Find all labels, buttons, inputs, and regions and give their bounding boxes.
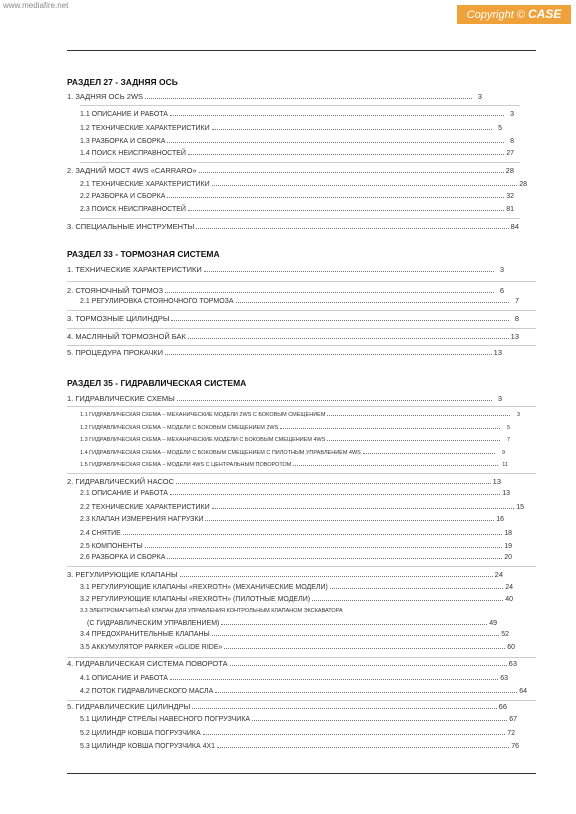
leader-dots: [327, 409, 510, 416]
toc-entry[interactable]: [80, 502, 524, 512]
toc-entry[interactable]: [80, 607, 343, 616]
leader-dots: [188, 204, 504, 211]
leader-dots: [221, 618, 487, 625]
toc-entry[interactable]: [80, 488, 510, 498]
entry-divider: [80, 218, 520, 219]
leader-dots: [230, 659, 507, 666]
toc-entry-label: 2. ГИДРАВЛИЧЕСКИЙ НАСОС: [67, 477, 175, 486]
leader-dots: [293, 459, 498, 466]
entry-divider: [67, 281, 536, 282]
toc-entry-label: 4. МАСЛЯНЫЙ ТОРМОЗНОЙ БАК: [67, 332, 186, 341]
leader-dots: [180, 570, 493, 577]
toc-entry-page: 3: [477, 92, 482, 101]
toc-entry-page: 8: [514, 314, 519, 323]
toc-entry[interactable]: [80, 434, 510, 445]
toc-entry-label: 2. ЗАДНИЙ МОСТ 4WS «CARRARO»: [67, 166, 197, 175]
toc-entry-page: 63: [500, 675, 508, 682]
section-title: РАЗДЕЛ 35 - ГИДРАВЛИЧЕСКАЯ СИСТЕМА: [67, 378, 247, 388]
leader-dots: [327, 434, 500, 441]
toc-entry[interactable]: [67, 659, 517, 668]
toc-entry-label: 4.1 ОПИСАНИЕ И РАБОТА: [80, 675, 168, 682]
leader-dots: [167, 191, 504, 198]
toc-entry-page: 63: [508, 659, 517, 668]
toc-entry-label: 1.4 ГИДРАВЛИЧЕСКАЯ СХЕМА – МОДЕЛИ С БОКОВЫМ СМЕЩЕНИЕМ С ПИЛОТНЫМ УПРАВЛЕНИЕМ 4WS: [80, 450, 361, 456]
leader-dots: [312, 594, 503, 601]
leader-dots: [280, 422, 500, 429]
toc-entry-label: 3. СПЕЦИАЛЬНЫЕ ИНСТРУМЕНТЫ: [67, 222, 195, 231]
toc-entry-page: 32: [506, 193, 514, 200]
toc-entry[interactable]: [80, 514, 504, 524]
toc-entry[interactable]: [80, 136, 514, 146]
toc-entry[interactable]: [67, 570, 503, 579]
toc-entry-label: 2. СТОЯНОЧНЫЙ ТОРМОЗ: [67, 286, 164, 295]
entry-divider: [67, 406, 536, 407]
toc-entry-label: 5.1 ЦИЛИНДР СТРЕЛЫ НАВЕСНОГО ПОГРУЗЧИКА: [80, 716, 251, 723]
entry-divider: [67, 310, 536, 311]
toc-entry-label: 2.2 РАЗБОРКА И СБОРКА: [80, 193, 166, 200]
toc-entry[interactable]: [80, 594, 513, 604]
toc-entry[interactable]: [67, 394, 502, 403]
toc-entry[interactable]: [80, 673, 508, 683]
toc-entry-page: 3: [510, 111, 514, 118]
toc-entry-label: 1.4 ПОИСК НЕИСПРАВНОСТЕЙ: [80, 150, 186, 157]
toc-entry-label: 2.4 СНЯТИЕ: [80, 530, 121, 537]
toc-entry[interactable]: [87, 618, 497, 628]
toc-entry-label: 1. ЗАДНЯЯ ОСЬ 2WS: [67, 92, 144, 101]
toc-entry-page: 3: [516, 412, 520, 418]
toc-entry[interactable]: [67, 286, 504, 295]
toc-entry-label: 2.1 ТЕХНИЧЕСКИЕ ХАРАКТЕРИСТИКИ: [80, 181, 210, 188]
leader-dots: [204, 265, 494, 272]
toc-entry-page: 7: [515, 298, 519, 305]
top-divider: [67, 50, 536, 51]
toc-entry-page: 13: [493, 348, 502, 357]
toc-entry-page: 40: [505, 596, 513, 603]
leader-dots: [205, 514, 494, 521]
leader-dots: [167, 552, 502, 559]
toc-entry-label: 3.5 АККУМУЛЯТОР PARKER «GLIDE RIDE»: [80, 644, 223, 651]
entry-divider: [67, 473, 536, 474]
toc-entry[interactable]: [80, 179, 527, 189]
toc-entry[interactable]: [67, 92, 482, 101]
leader-dots: [199, 166, 504, 173]
toc-entry-page: 84: [510, 222, 519, 231]
toc-entry-page: 49: [489, 620, 497, 627]
toc-entry-label: 2.1 РЕГУЛИРОВКА СТОЯНОЧНОГО ТОРМОЗА: [80, 298, 234, 305]
bottom-divider: [67, 773, 536, 774]
toc-entry-page: 16: [496, 516, 504, 523]
leader-dots: [217, 741, 509, 748]
entry-divider: [67, 345, 536, 346]
leader-dots: [212, 123, 492, 130]
toc-entry-label: 3. ТОРМОЗНЫЕ ЦИЛИНДРЫ: [67, 314, 170, 323]
toc-entry[interactable]: [80, 528, 512, 538]
toc-entry-label: 1.3 РАЗБОРКА И СБОРКА: [80, 138, 166, 145]
leader-dots: [330, 582, 503, 589]
leader-dots: [215, 686, 517, 693]
toc-entry-label: 4. ГИДРАВЛИЧЕСКАЯ СИСТЕМА ПОВОРОТА: [67, 659, 228, 668]
toc-entry[interactable]: [80, 123, 502, 133]
toc-entry[interactable]: [67, 702, 507, 711]
toc-entry-page: 8: [510, 138, 514, 145]
leader-dots: [170, 109, 504, 116]
toc-entry[interactable]: [80, 459, 508, 470]
toc-entry-page: 5: [506, 425, 510, 431]
toc-entry[interactable]: [80, 109, 514, 119]
leader-dots: [252, 714, 507, 721]
toc-entry-page: 52: [501, 631, 509, 638]
entry-divider: [67, 566, 536, 567]
toc-entry-label: 1.1 ГИДРАВЛИЧЕСКАЯ СХЕМА – МЕХАНИЧЕСКИЕ МОДЕЛИ 2WS С БОКОВЫМ СМЕЩЕНИЕМ: [80, 412, 326, 418]
copyright-text: Copyright ©: [466, 9, 525, 21]
toc-entry-page: 76: [511, 743, 519, 750]
toc-entry-label: 2.3 КЛАПАН ИЗМЕРЕНИЯ НАГРУЗКИ: [80, 516, 204, 523]
leader-dots: [123, 528, 502, 535]
toc-entry-page: 72: [507, 730, 515, 737]
toc-entry[interactable]: [80, 629, 509, 639]
toc-entry-label: 3. РЕГУЛИРУЮЩИЕ КЛАПАНЫ: [67, 570, 178, 579]
toc-entry-page: 19: [504, 543, 512, 550]
toc-entry-page: 28: [505, 166, 514, 175]
toc-entry-label: 1.5 ГИДРАВЛИЧЕСКАЯ СХЕМА – МОДЕЛИ 4WS С ЦЕНТРАЛЬНЫМ ПОВОРОТОМ: [80, 462, 292, 468]
leader-dots: [165, 348, 492, 355]
toc-entry[interactable]: [80, 204, 514, 214]
toc-entry-page: 11: [502, 462, 508, 468]
toc-entry[interactable]: [80, 582, 513, 592]
leader-dots: [171, 314, 509, 321]
toc-entry-page: 81: [506, 206, 514, 213]
toc-entry[interactable]: [80, 552, 512, 562]
toc-entry-page: 9: [501, 450, 505, 456]
toc-entry-page: 5: [498, 125, 502, 132]
toc-entry-page: 66: [498, 702, 507, 711]
toc-entry[interactable]: [80, 728, 515, 738]
toc-entry-label: 1.2 ГИДРАВЛИЧЕСКАЯ СХЕМА – МОДЕЛИ С БОКОВЫМ СМЕЩЕНИЕМ 2WS: [80, 425, 279, 431]
toc-entry[interactable]: [80, 191, 514, 201]
toc-entry-page: 18: [504, 530, 512, 537]
toc-entry-page: 13: [492, 477, 501, 486]
leader-dots: [188, 148, 504, 155]
toc-entry[interactable]: [67, 332, 519, 341]
toc-entry-label: (С ГИДРАВЛИЧЕСКИМ УПРАВЛЕНИЕМ): [87, 620, 220, 627]
leader-dots: [363, 447, 495, 454]
toc-entry[interactable]: [67, 314, 519, 323]
toc-entry-label: 3.4 ПРЕДОХРАНИТЕЛЬНЫЕ КЛАПАНЫ: [80, 631, 210, 638]
toc-entry-page: 24: [494, 570, 503, 579]
toc-entry-page: 28: [519, 181, 527, 188]
leader-dots: [145, 92, 472, 99]
toc-entry-label: 5.3 ЦИЛИНДР КОВША ПОГРУЗЧИКА 4X1: [80, 743, 216, 750]
toc-entry-label: 2.1 ОПИСАНИЕ И РАБОТА: [80, 490, 168, 497]
toc-entry-label: 1. ГИДРАВЛИЧЕСКИЕ СХЕМЫ: [67, 394, 175, 403]
toc-entry[interactable]: [80, 741, 519, 751]
toc-entry-label: 1. ТЕХНИЧЕСКИЕ ХАРАКТЕРИСТИКИ: [67, 265, 202, 274]
leader-dots: [170, 673, 498, 680]
toc-entry-page: 15: [516, 504, 524, 511]
toc-entry-page: 20: [504, 554, 512, 561]
toc-entry[interactable]: [80, 686, 527, 696]
leader-dots: [167, 136, 504, 143]
toc-entry[interactable]: [80, 714, 517, 724]
entry-divider: [67, 700, 536, 701]
toc-entry[interactable]: [67, 222, 519, 231]
leader-dots: [203, 728, 505, 735]
section-title: РАЗДЕЛ 33 - ТОРМОЗНАЯ СИСТЕМА: [67, 249, 220, 259]
toc-entry-page: 3: [497, 394, 502, 403]
toc-entry-label: 4.2 ПОТОК ГИДРАВЛИЧЕСКОГО МАСЛА: [80, 688, 214, 695]
toc-entry-page: 60: [507, 644, 515, 651]
entry-divider: [67, 657, 536, 658]
toc-entry-page: 24: [505, 584, 513, 591]
toc-entry-label: 2.2 ТЕХНИЧЕСКИЕ ХАРАКТЕРИСТИКИ: [80, 504, 210, 511]
leader-dots: [236, 296, 509, 303]
leader-dots: [165, 286, 494, 293]
toc-entry-page: 64: [519, 688, 527, 695]
toc-entry-page: 67: [509, 716, 517, 723]
toc-entry[interactable]: [67, 477, 501, 486]
toc-entry[interactable]: [80, 296, 519, 306]
toc-entry[interactable]: [80, 422, 510, 433]
toc-entry-page: 13: [502, 490, 510, 497]
leader-dots: [170, 488, 500, 495]
section-title: РАЗДЕЛ 27 - ЗАДНЯЯ ОСЬ: [67, 77, 178, 87]
leader-dots: [145, 541, 502, 548]
entry-divider: [67, 328, 536, 329]
toc-entry[interactable]: [80, 148, 514, 158]
toc-entry[interactable]: [80, 447, 505, 458]
toc-entry-label: 1.3 ГИДРАВЛИЧЕСКАЯ СХЕМА – МЕХАНИЧЕСКИЕ МОДЕЛИ С БОКОВЫМ СМЕЩЕНИЕМ 4WS: [80, 437, 326, 443]
toc-entry-page: 6: [499, 286, 504, 295]
toc-entry-page: 27: [506, 150, 514, 157]
leader-dots: [196, 222, 508, 229]
case-logo: CASE: [527, 7, 562, 21]
toc-entry-page: 7: [506, 437, 510, 443]
toc-entry[interactable]: [80, 642, 515, 652]
entry-divider: [80, 162, 520, 163]
copyright-badge: [457, 5, 571, 24]
leader-dots: [192, 702, 496, 709]
toc-entry[interactable]: [80, 541, 512, 551]
leader-dots: [188, 332, 509, 339]
toc-entry-label: 2.5 КОМПОНЕНТЫ: [80, 543, 143, 550]
leader-dots: [212, 502, 514, 509]
toc-entry-label: 1.2 ТЕХНИЧЕСКИЕ ХАРАКТЕРИСТИКИ: [80, 125, 210, 132]
toc-entry-label: 2.6 РАЗБОРКА И СБОРКА: [80, 554, 166, 561]
toc-entry-label: 1.1 ОПИСАНИЕ И РАБОТА: [80, 111, 168, 118]
toc-entry-label: 5.2 ЦИЛИНДР КОВША ПОГРУЗЧИКА: [80, 730, 201, 737]
leader-dots: [224, 642, 505, 649]
leader-dots: [212, 629, 499, 636]
toc-entry[interactable]: [80, 409, 520, 420]
leader-dots: [176, 477, 491, 484]
toc-entry-label: 2.3 ПОИСК НЕИСПРАВНОСТЕЙ: [80, 206, 186, 213]
toc-entry-page: 13: [510, 332, 519, 341]
toc-entry-label: 5. ГИДРАВЛИЧЕСКИЕ ЦИЛИНДРЫ: [67, 702, 191, 711]
toc-entry[interactable]: [67, 265, 504, 274]
toc-entry[interactable]: [67, 348, 502, 357]
watermark-text: www.mediafire.net: [3, 1, 69, 10]
toc-entry-label: 3.2 РЕГУЛИРУЮЩИЕ КЛАПАНЫ «REXROTH» (ПИЛОТНЫЕ МОДЕЛИ): [80, 596, 311, 603]
leader-dots: [177, 394, 492, 401]
toc-entry-label: 5. ПРОЦЕДУРА ПРОКАЧКИ: [67, 348, 164, 357]
toc-entry-label: 3.3 ЭЛЕКТРОМАГНИТНЫЙ КЛАПАН ДЛЯ УПРАВЛЕНИЯ КОНТРОЛЬНЫМ КЛАПАНОМ ЭКСКАВАТОРА: [80, 608, 343, 614]
toc-entry[interactable]: [67, 166, 514, 175]
leader-dots: [212, 179, 517, 186]
entry-divider: [80, 105, 520, 106]
toc-entry-page: 3: [499, 265, 504, 274]
toc-entry-label: 3.1 РЕГУЛИРУЮЩИЕ КЛАПАНЫ «REXROTH» (МЕХАНИЧЕСКИЕ МОДЕЛИ): [80, 584, 328, 591]
